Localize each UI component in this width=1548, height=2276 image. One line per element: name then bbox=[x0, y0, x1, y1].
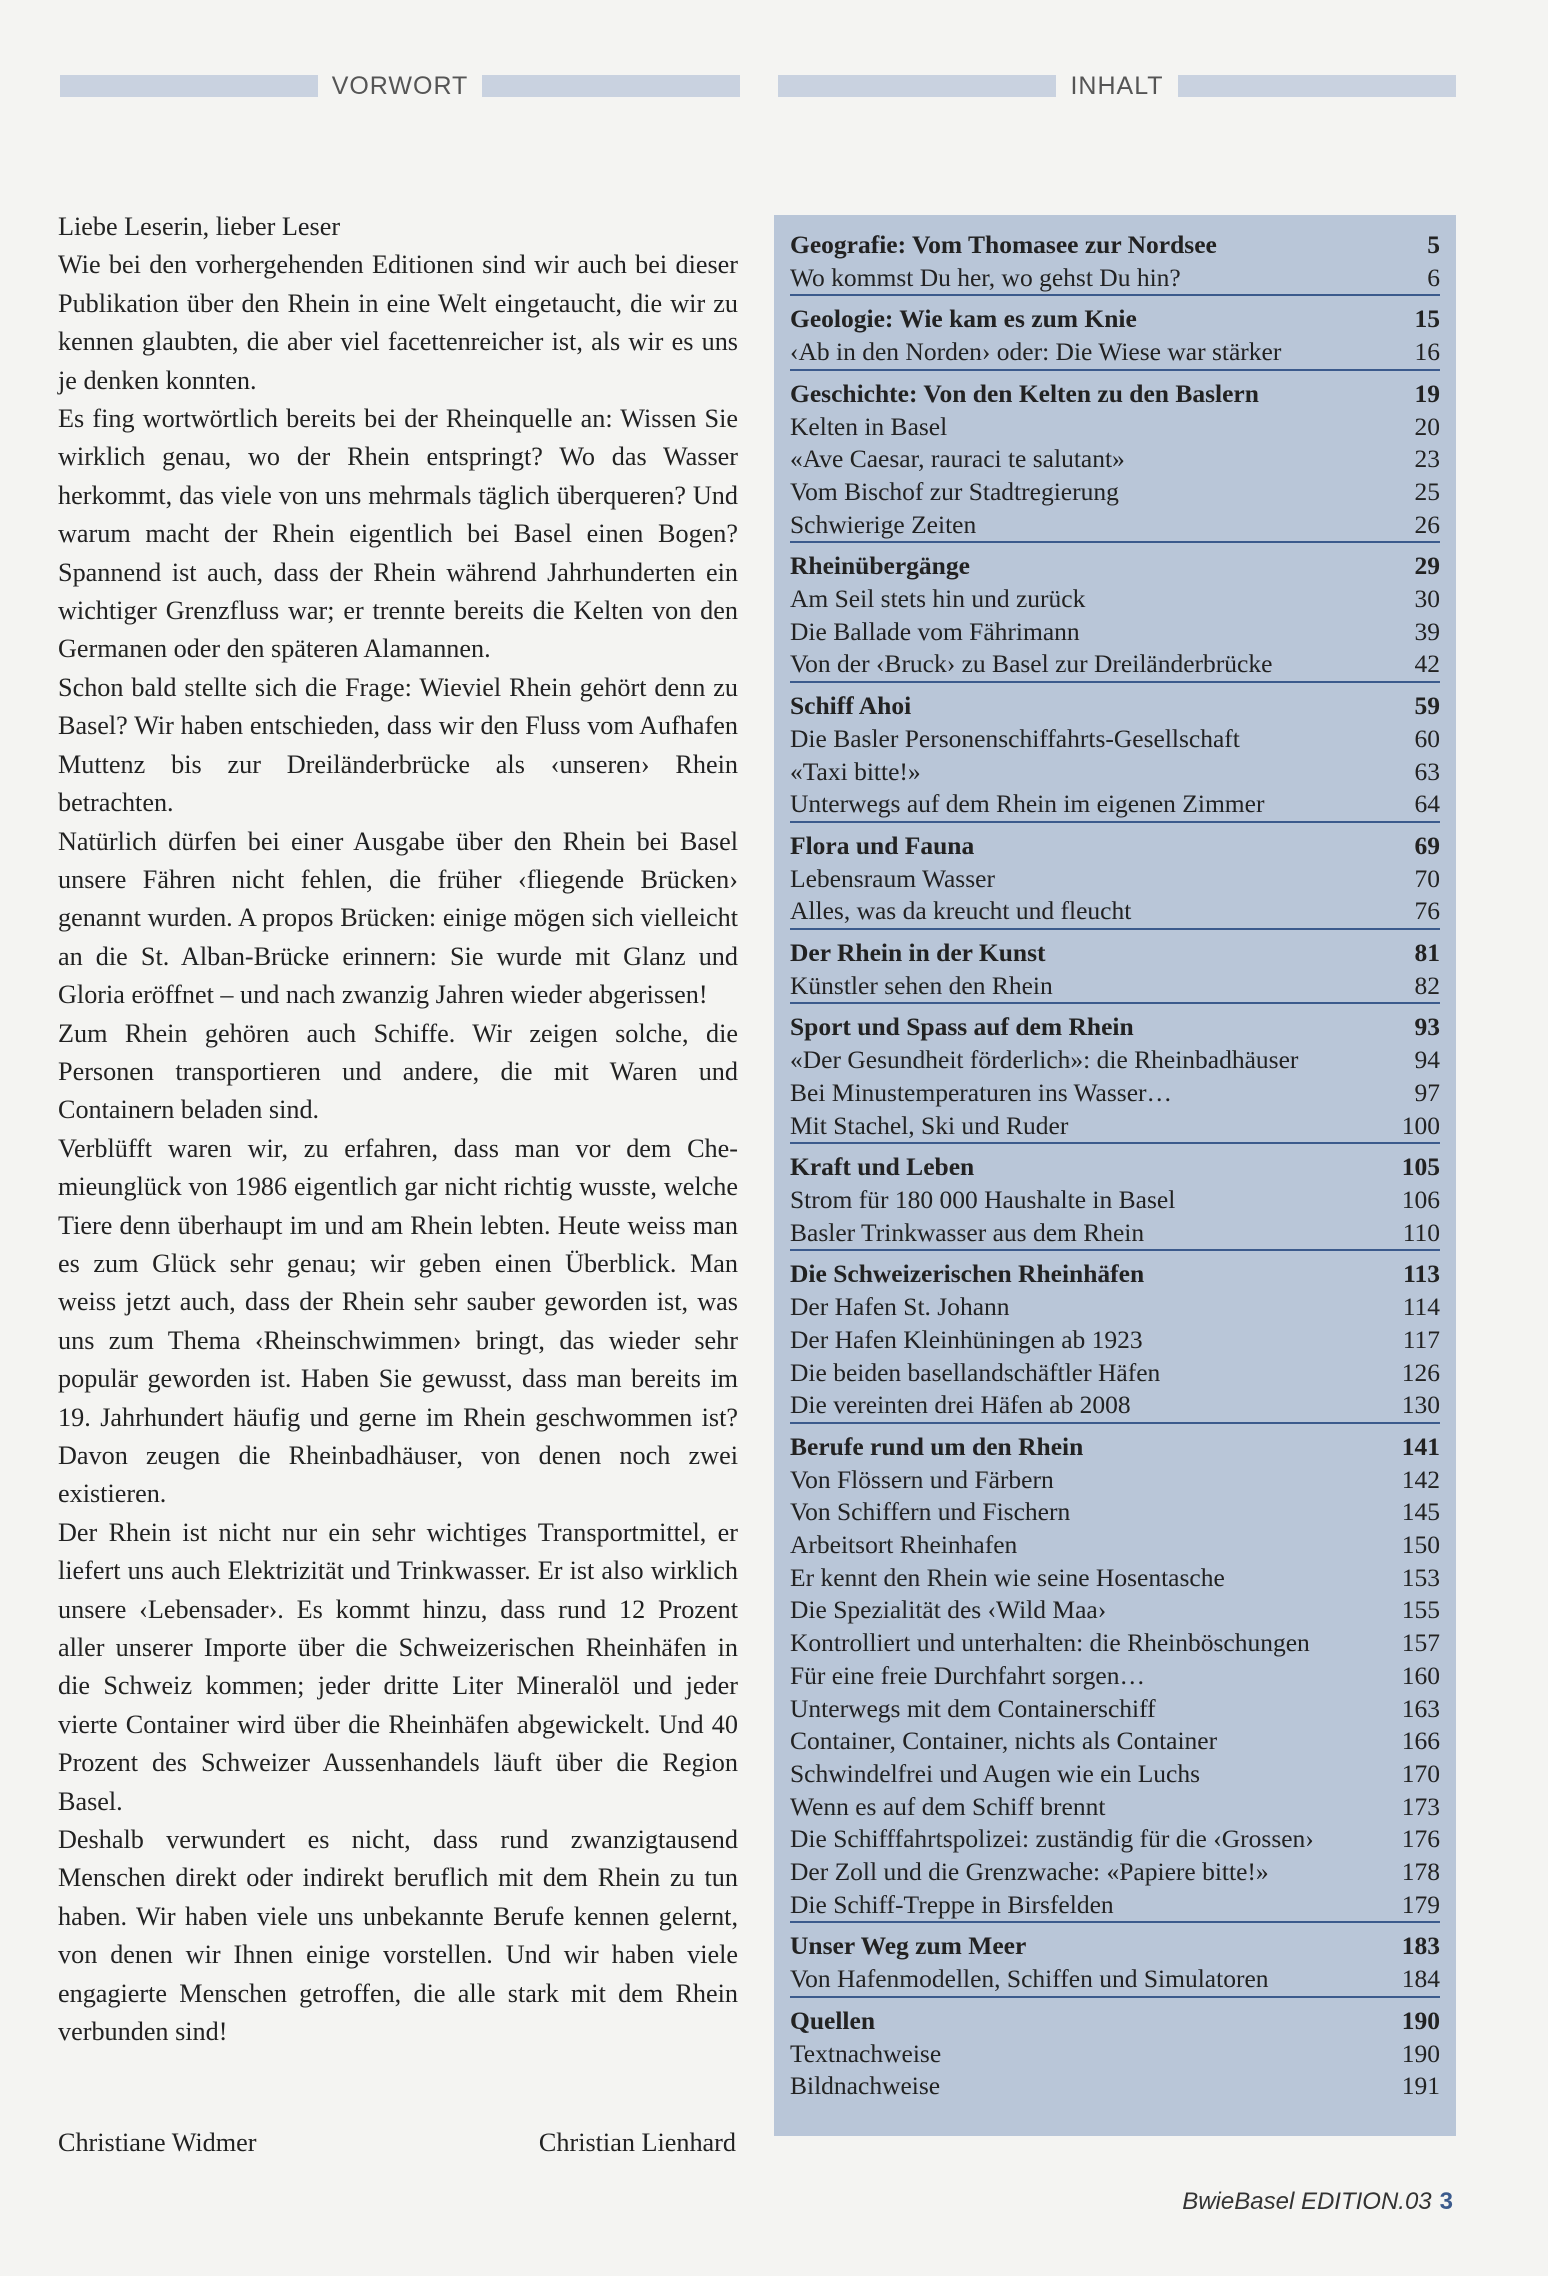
toc-entry[interactable] bbox=[790, 648, 1440, 681]
toc-page-number: 76 bbox=[1414, 896, 1440, 926]
toc-entry-title: Unterwegs mit dem Containerschiff bbox=[790, 1693, 1156, 1723]
toc-entry-title: Für eine freie Durchfahrt sorgen… bbox=[790, 1660, 1145, 1690]
toc-entry[interactable] bbox=[790, 476, 1440, 509]
toc-section-title: Kraft und Leben bbox=[790, 1152, 975, 1182]
paragraph: Schon bald stellte sich die Frage: Wieviel Rhein gehört denn zu Basel? Wir haben entschieden, dass wir den Fluss vom Aufhafen Muttenz bis zur Dreiländerbrücke als ‹unseren› Rhein betrachten. bbox=[58, 672, 738, 818]
toc-entry[interactable] bbox=[790, 1184, 1440, 1217]
toc-entry-title: Von Flössern und Färbern bbox=[790, 1464, 1054, 1494]
toc-section-heading[interactable] bbox=[790, 690, 1440, 723]
toc-entry[interactable] bbox=[790, 336, 1440, 369]
toc-page-number: 117 bbox=[1402, 1324, 1440, 1354]
toc-entry[interactable] bbox=[790, 1856, 1440, 1889]
toc-page-number: 100 bbox=[1401, 1110, 1440, 1140]
page-footer bbox=[1182, 2188, 1453, 2216]
header-rule bbox=[1178, 75, 1456, 97]
toc-section bbox=[790, 229, 1440, 296]
toc-page-number: 69 bbox=[1414, 830, 1440, 860]
toc-page-number: 142 bbox=[1401, 1464, 1440, 1494]
toc-entry-title: Die Schiff-Treppe in Birsfelden bbox=[790, 1889, 1114, 1919]
toc-section bbox=[790, 303, 1440, 370]
toc-entry[interactable] bbox=[790, 2038, 1440, 2071]
toc-page-number: 29 bbox=[1414, 551, 1440, 581]
toc-entry-title: «Ave Caesar, rauraci te salutant» bbox=[790, 444, 1125, 474]
toc-section-title: Rheinübergänge bbox=[790, 551, 970, 581]
toc-entry[interactable] bbox=[790, 443, 1440, 476]
toc-page-number: 5 bbox=[1427, 230, 1440, 259]
toc-entry-title: Von Hafenmodellen, Schiffen und Simulatoren bbox=[790, 1964, 1269, 1994]
toc-page-number: 23 bbox=[1414, 444, 1440, 474]
toc-page-number: 81 bbox=[1414, 938, 1440, 968]
toc-entry[interactable] bbox=[790, 262, 1440, 295]
toc-entry[interactable] bbox=[790, 1963, 1440, 1996]
toc-entry-title: Von der ‹Bruck› zu Basel zur Dreiländerbrücke bbox=[790, 649, 1273, 679]
toc-entry[interactable] bbox=[790, 583, 1440, 616]
toc-section-heading[interactable] bbox=[790, 229, 1440, 262]
toc-section-heading[interactable] bbox=[790, 2005, 1440, 2038]
toc-page-number: 170 bbox=[1401, 1758, 1440, 1788]
toc-page-number: 94 bbox=[1414, 1045, 1440, 1075]
toc-section bbox=[790, 1930, 1440, 1997]
toc-entry-title: Container, Container, nichts als Container bbox=[790, 1726, 1218, 1756]
header-rule bbox=[778, 75, 1056, 97]
paragraph: Natürlich dürfen bei einer Ausgabe über den Rhein bei Basel unsere Fähren nicht fehlen, die früher ‹fliegende Brücken› genannt wurden. A propos Brücken: einige mögen sich vielleicht an die St. Alban-Brücke erinnern: Sie wurde mit Glanz und Gloria eröffnet – und nach zwanzig Jahren wieder abgerissen! bbox=[58, 826, 738, 1010]
toc-page-number: 157 bbox=[1401, 1628, 1440, 1658]
toc-page-number: 130 bbox=[1401, 1390, 1440, 1420]
toc-entry-title: Schwindelfrei und Augen wie ein Luchs bbox=[790, 1758, 1201, 1788]
signatures bbox=[58, 2128, 736, 2158]
toc-section-heading[interactable] bbox=[790, 1930, 1440, 1963]
toc-section bbox=[790, 378, 1440, 544]
toc-page-number: 113 bbox=[1403, 1259, 1440, 1289]
paragraph: Der Rhein ist nicht nur ein sehr wichtiges Transportmittel, er liefert uns auch Elektrizität und Trinkwasser. Er ist also wirklich unsere ‹Lebensader›. Es kommt hinzu, dass rund 12 Prozent aller unserer Importe über die Schweizerischen Rheinhäfen in die Schweiz kommen; jeder dritte Liter Mineralöl und jeder vierte Container wird über die Rheinhäfen abgewickelt. Und 40 Prozent des Schweizer Aussenhandels läuft über die Region Basel. bbox=[58, 1517, 738, 1816]
toc-entry-title: Kontrolliert und unterhalten: die Rheinböschungen bbox=[790, 1628, 1310, 1658]
toc-entry-title: Alles, was da kreucht und fleucht bbox=[790, 896, 1132, 926]
toc-entry[interactable] bbox=[790, 1389, 1440, 1422]
toc-entry-title: Der Zoll und die Grenzwache: «Papiere bitte!» bbox=[790, 1857, 1269, 1887]
paragraph: Verblüfft waren wir, zu erfahren, dass man vor dem Chemieunglück von 1986 eigentlich gar nicht richtig wusste, welche Tiere denn überhaupt im und am Rhein lebten. Heute weiss man es zum Glück sehr genau; wir geben einen Überblick. Man weiss jetzt auch, dass der Rhein sehr sauber geworden ist, was uns zum Thema ‹Rheinschwimmen› bringt, das wieder sehr populär geworden ist. Haben Sie gewusst, dass man bereits im 19. Jahrhundert häufig und gerne im Rhein geschwommen ist? Davon zeugen die Rheinbadhäuser, von denen noch zwei existieren. bbox=[58, 1133, 738, 1509]
toc-page-number: 114 bbox=[1402, 1292, 1440, 1322]
toc-entry-title: Strom für 180 000 Haushalte in Basel bbox=[790, 1184, 1176, 1214]
toc-page-number: 97 bbox=[1414, 1077, 1440, 1107]
toc-section-title: Schiff Ahoi bbox=[790, 691, 912, 721]
toc-page-number: 30 bbox=[1414, 584, 1440, 614]
table-of-contents bbox=[774, 215, 1456, 2136]
toc-entry-title: Die Basler Personenschiffahrts-Gesellschaft bbox=[790, 723, 1240, 753]
toc-section-title: Der Rhein in der Kunst bbox=[790, 938, 1046, 968]
vorwort-heading: VORWORT bbox=[331, 72, 469, 100]
toc-entry-title: Bei Minustemperaturen ins Wasser… bbox=[790, 1077, 1173, 1107]
toc-entry[interactable] bbox=[790, 970, 1440, 1003]
toc-section bbox=[790, 1431, 1440, 1924]
toc-page-number: 39 bbox=[1414, 616, 1440, 646]
toc-page-number: 163 bbox=[1401, 1693, 1440, 1723]
toc-entry[interactable] bbox=[790, 1110, 1440, 1143]
toc-entry-title: Die vereinten drei Häfen ab 2008 bbox=[790, 1390, 1131, 1420]
header-rule bbox=[482, 75, 740, 97]
toc-entry[interactable] bbox=[790, 1823, 1440, 1856]
vorwort-header bbox=[60, 72, 740, 100]
toc-entry-title: Der Hafen St. Johann bbox=[790, 1292, 1010, 1322]
toc-entry[interactable] bbox=[790, 1660, 1440, 1693]
toc-section-title: Berufe rund um den Rhein bbox=[790, 1431, 1084, 1461]
toc-entry[interactable] bbox=[790, 2070, 1440, 2103]
toc-page-number: 155 bbox=[1401, 1595, 1440, 1625]
toc-page-number: 178 bbox=[1401, 1857, 1440, 1887]
header-rule bbox=[60, 75, 318, 97]
toc-page-number: 93 bbox=[1414, 1012, 1440, 1042]
toc-section-title: Quellen bbox=[790, 2005, 876, 2035]
toc-entry-title: Mit Stachel, Ski und Ruder bbox=[790, 1110, 1069, 1140]
toc-entry-title: Die Ballade vom Fährimann bbox=[790, 616, 1080, 646]
toc-entry[interactable] bbox=[790, 788, 1440, 821]
toc-entry-title: «Taxi bitte!» bbox=[790, 756, 921, 786]
toc-page-number: 16 bbox=[1414, 337, 1440, 367]
toc-section-heading[interactable] bbox=[790, 1431, 1440, 1464]
toc-entry-title: Basler Trinkwasser aus dem Rhein bbox=[790, 1217, 1145, 1247]
toc-section bbox=[790, 1011, 1440, 1144]
toc-entry[interactable] bbox=[790, 1291, 1440, 1324]
toc-page-number: 26 bbox=[1414, 509, 1440, 539]
toc-entry[interactable] bbox=[790, 1217, 1440, 1250]
toc-entry-title: Wenn es auf dem Schiff brennt bbox=[790, 1791, 1106, 1821]
toc-section bbox=[790, 550, 1440, 683]
toc-entry-title: Die Spezialität des ‹Wild Maa› bbox=[790, 1595, 1107, 1625]
toc-section bbox=[790, 1258, 1440, 1424]
toc-page-number: 150 bbox=[1401, 1530, 1440, 1560]
toc-entry[interactable] bbox=[790, 1889, 1440, 1922]
toc-section bbox=[790, 1151, 1440, 1251]
toc-entry-title: Textnachweise bbox=[790, 2038, 942, 2068]
paragraph: Wie bei den vorhergehenden Editionen sind wir auch bei dieser Publikation über den Rhein in eine Welt eingetaucht, die wir zu kennen glaubten, die aber viel facettenreicher ist, als wir es uns je denken konnten. bbox=[58, 250, 738, 395]
toc-section-heading[interactable] bbox=[790, 550, 1440, 583]
toc-section-title: Geologie: Wie kam es zum Knie bbox=[790, 304, 1137, 334]
paragraph: Zum Rhein gehören auch Schiffe. Wir zeigen solche, die Personen transportieren und andere, die mit Waren und Containern beladen sind. bbox=[58, 1018, 738, 1125]
toc-page-number: 105 bbox=[1401, 1152, 1440, 1182]
toc-page-number: 173 bbox=[1401, 1791, 1440, 1821]
toc-section-title: Die Schweizerischen Rheinhäfen bbox=[790, 1259, 1145, 1289]
toc-page-number: 126 bbox=[1401, 1357, 1440, 1387]
toc-entry-title: Von Schiffern und Fischern bbox=[790, 1497, 1071, 1527]
toc-entry-title: ‹Ab in den Norden› oder: Die Wiese war stärker bbox=[790, 337, 1282, 367]
toc-entry[interactable] bbox=[790, 509, 1440, 542]
toc-entry[interactable] bbox=[790, 1529, 1440, 1562]
toc-page-number: 25 bbox=[1414, 476, 1440, 506]
toc-section bbox=[790, 830, 1440, 930]
toc-page-number: 153 bbox=[1401, 1562, 1440, 1592]
toc-page-number: 183 bbox=[1401, 1931, 1440, 1961]
toc-page-number: 160 bbox=[1401, 1660, 1440, 1690]
inhalt-header bbox=[778, 72, 1456, 100]
toc-entry-title: «Der Gesundheit förderlich»: die Rheinbadhäuser bbox=[790, 1045, 1299, 1075]
toc-page-number: 176 bbox=[1401, 1824, 1440, 1854]
toc-entry-title: Vom Bischof zur Stadtregierung bbox=[790, 476, 1119, 506]
toc-entry[interactable] bbox=[790, 1627, 1440, 1660]
toc-page-number: 184 bbox=[1401, 1964, 1440, 1994]
page-number: 3 bbox=[1439, 2188, 1453, 2215]
toc-entry-title: Schwierige Zeiten bbox=[790, 509, 977, 539]
paragraph: Deshalb verwundert es nicht, dass rund zwanzigtausend Menschen direkt oder indirekt beruflich mit dem Rhein zu tun haben. Wir haben viele uns unbekannte Berufe kennen gelernt, von denen wir Ihnen einige vorstellen. Und wir haben viele engagierte Menschen getroffen, die alle stark mit dem Rhein verbunden sind! bbox=[58, 1825, 738, 2047]
toc-entry-title: Er kennt den Rhein wie seine Hosentasche bbox=[790, 1562, 1225, 1592]
toc-entry-title: Bildnachweise bbox=[790, 2071, 941, 2101]
toc-entry[interactable] bbox=[790, 1496, 1440, 1529]
toc-page-number: 110 bbox=[1402, 1217, 1440, 1247]
toc-entry[interactable] bbox=[790, 1464, 1440, 1497]
toc-page-number: 19 bbox=[1414, 378, 1440, 408]
toc-section bbox=[790, 937, 1440, 1004]
toc-page-number: 60 bbox=[1414, 723, 1440, 753]
toc-entry-title: Arbeitsort Rheinhafen bbox=[790, 1530, 1018, 1560]
toc-entry[interactable] bbox=[790, 863, 1440, 896]
toc-page-number: 166 bbox=[1401, 1726, 1440, 1756]
toc-entry[interactable] bbox=[790, 723, 1440, 756]
toc-section-heading[interactable] bbox=[790, 830, 1440, 863]
toc-entry[interactable] bbox=[790, 1044, 1440, 1077]
toc-page-number: 15 bbox=[1414, 304, 1440, 334]
toc-section bbox=[790, 2005, 1440, 2103]
toc-entry-title: Der Hafen Kleinhüningen ab 1923 bbox=[790, 1324, 1143, 1354]
publication-name: BwieBasel EDITION.03 bbox=[1182, 2188, 1432, 2215]
paragraph: Liebe Leserin, lieber Leser bbox=[58, 212, 341, 241]
toc-page-number: 42 bbox=[1414, 649, 1440, 679]
toc-page-number: 106 bbox=[1401, 1184, 1440, 1214]
toc-section-heading[interactable] bbox=[790, 303, 1440, 336]
toc-entry[interactable] bbox=[790, 756, 1440, 789]
toc-section-heading[interactable] bbox=[790, 937, 1440, 970]
inhalt-heading: INHALT bbox=[1070, 72, 1164, 100]
toc-entry[interactable] bbox=[790, 616, 1440, 649]
toc-entry-title: Unterwegs auf dem Rhein im eigenen Zimmer bbox=[790, 789, 1265, 819]
toc-entry-title: Die beiden basellandschäftler Häfen bbox=[790, 1357, 1161, 1387]
toc-entry[interactable] bbox=[790, 411, 1440, 444]
toc-entry-title: Am Seil stets hin und zurück bbox=[790, 584, 1086, 614]
toc-entry[interactable] bbox=[790, 1693, 1440, 1726]
toc-section-heading[interactable] bbox=[790, 1151, 1440, 1184]
toc-entry[interactable] bbox=[790, 1791, 1440, 1824]
toc-entry-title: Wo kommst Du her, wo gehst Du hin? bbox=[790, 262, 1181, 292]
signature-left: Christiane Widmer bbox=[58, 2128, 257, 2157]
toc-entry-title: Die Schifffahrtspolizei: zuständig für die ‹Grossen› bbox=[790, 1824, 1314, 1854]
toc-page-number: 59 bbox=[1414, 691, 1440, 721]
toc-entry[interactable] bbox=[790, 1758, 1440, 1791]
signature-right: Christian Lienhard bbox=[538, 2128, 736, 2157]
paragraph: Es fing wortwörtlich bereits bei der Rheinquelle an: Wissen Sie wirklich genau, wo der Rhein entspringt? Wo das Wasser herkommt, das viele von uns mehrmals täglich überqueren? Und warum macht der Rhein eigentlich bei Basel einen Bogen? Spannend ist auch, dass der Rhein während Jahrhunderten ein wichtiger Grenzfluss war; er trennte bereits die Kelten von den Germanen oder den späteren Alamannen. bbox=[58, 404, 738, 664]
toc-section-heading[interactable] bbox=[790, 1258, 1440, 1291]
toc-section-title: Geschichte: Von den Kelten zu den Baslern bbox=[790, 378, 1259, 408]
toc-section-title: Sport und Spass auf dem Rhein bbox=[790, 1012, 1134, 1042]
toc-page-number: 190 bbox=[1401, 2005, 1440, 2035]
toc-page-number: 82 bbox=[1414, 970, 1440, 1000]
toc-section bbox=[790, 690, 1440, 823]
toc-page-number: 20 bbox=[1414, 411, 1440, 441]
toc-page-number: 64 bbox=[1414, 789, 1440, 819]
toc-page-number: 145 bbox=[1401, 1497, 1440, 1527]
toc-page-number: 190 bbox=[1401, 2038, 1440, 2068]
toc-entry[interactable] bbox=[790, 1562, 1440, 1595]
toc-page-number: 6 bbox=[1427, 262, 1440, 292]
vorwort-text bbox=[58, 208, 738, 2052]
toc-entry[interactable] bbox=[790, 1725, 1440, 1758]
toc-entry-title: Kelten in Basel bbox=[790, 411, 948, 441]
toc-entry-title: Lebensraum Wasser bbox=[790, 863, 995, 893]
toc-page-number: 70 bbox=[1414, 863, 1440, 893]
toc-entry-title: Künstler sehen den Rhein bbox=[790, 970, 1053, 1000]
toc-section-heading[interactable] bbox=[790, 1011, 1440, 1044]
toc-entry[interactable] bbox=[790, 895, 1440, 928]
toc-page-number: 179 bbox=[1401, 1889, 1440, 1919]
toc-section-title: Geografie: Vom Thomasee zur Nordsee bbox=[790, 230, 1217, 259]
toc-entry[interactable] bbox=[790, 1594, 1440, 1627]
toc-page-number: 191 bbox=[1401, 2071, 1440, 2101]
toc-entry[interactable] bbox=[790, 1357, 1440, 1390]
toc-section-heading[interactable] bbox=[790, 378, 1440, 411]
toc-entry[interactable] bbox=[790, 1324, 1440, 1357]
toc-section-title: Unser Weg zum Meer bbox=[790, 1931, 1027, 1961]
toc-page-number: 141 bbox=[1401, 1431, 1440, 1461]
toc-section-title: Flora und Fauna bbox=[790, 830, 975, 860]
toc-entry[interactable] bbox=[790, 1077, 1440, 1110]
toc-page-number: 63 bbox=[1414, 756, 1440, 786]
